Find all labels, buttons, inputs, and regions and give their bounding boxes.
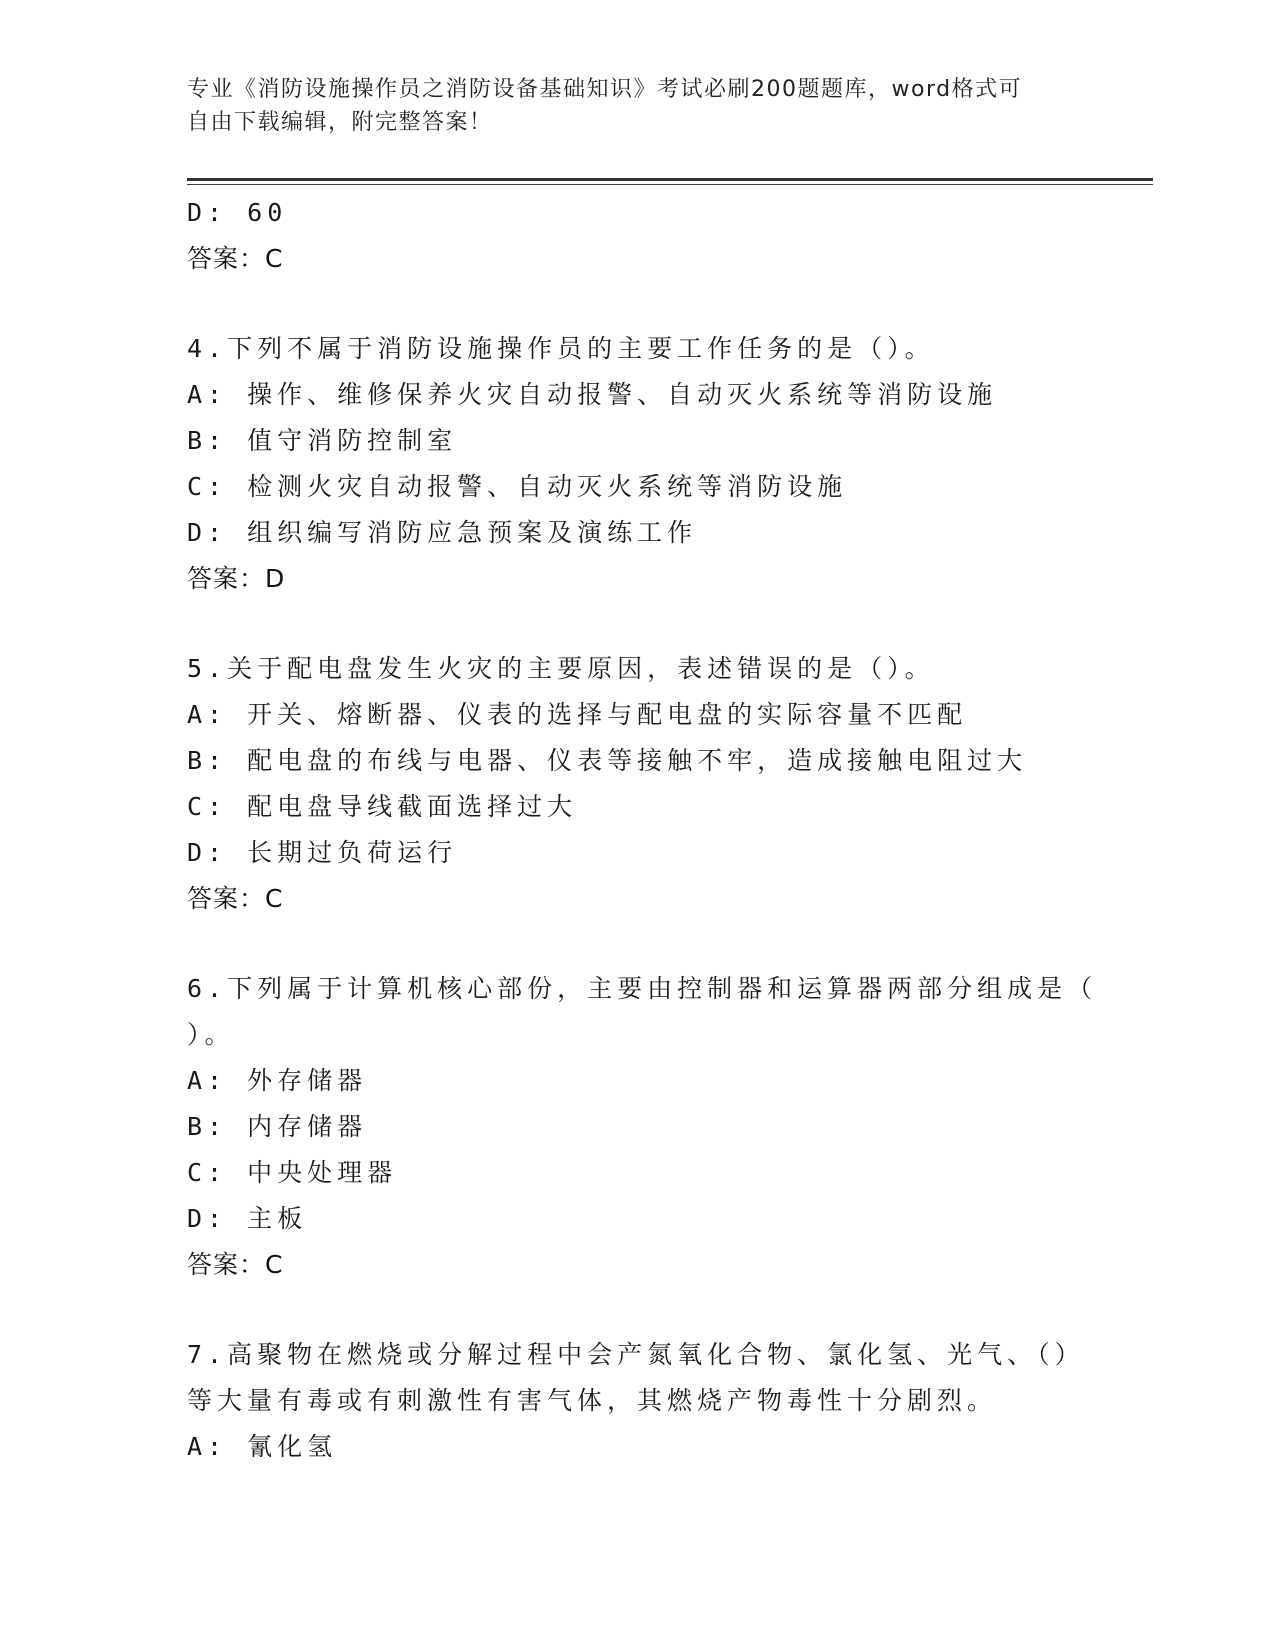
question-stem: 5.关于配电盘发生火灾的主要原因，表述错误的是（）。 <box>187 654 935 683</box>
option-b: B: 配电盘的布线与电器、仪表等接触不牢，造成接触电阻过大 <box>187 746 1028 775</box>
question-stem-line-1: 6.下列属于计算机核心部份，主要由控制器和运算器两部分组成是（ <box>187 974 1098 1003</box>
question-7 <box>187 1332 1087 1470</box>
answer-line: 答案：C <box>187 244 284 273</box>
question-6 <box>187 966 1098 1288</box>
option-b: B: 内存储器 <box>187 1112 368 1141</box>
option-d: D: 组织编写消防应急预案及演练工作 <box>187 518 698 547</box>
header-title-line-1: 专业《消防设施操作员之消防设备基础知识》考试必刷200题题库，word格式可 <box>187 77 1023 102</box>
header-divider-thick <box>187 178 1153 181</box>
option-a: A: 操作、维修保养火灾自动报警、自动灭火系统等消防设施 <box>187 380 998 409</box>
option-c: C: 配电盘导线截面选择过大 <box>187 792 578 821</box>
option-c: C: 检测火灾自动报警、自动灭火系统等消防设施 <box>187 472 848 501</box>
previous-question-tail <box>187 190 1087 282</box>
question-stem-line-1: 7.高聚物在燃烧或分解过程中会产氮氧化合物、氯化氢、光气、（） <box>187 1340 1085 1369</box>
option-c: C: 中央处理器 <box>187 1158 398 1187</box>
header-divider-thin <box>187 184 1153 185</box>
header-title-line-2: 自由下载编辑，附完整答案！ <box>187 110 493 135</box>
answer-line: 答案：C <box>187 884 284 913</box>
question-4 <box>187 326 1087 602</box>
answer-line: 答案：D <box>187 564 286 593</box>
option-d: D: 长期过负荷运行 <box>187 838 458 867</box>
option-a: A: 氰化氢 <box>187 1432 338 1461</box>
question-stem-line-2: ）。 <box>187 1020 235 1049</box>
option-a: A: 开关、熔断器、仪表的选择与配电盘的实际容量不匹配 <box>187 700 968 729</box>
option-d: D: 主板 <box>187 1204 308 1233</box>
option-d: D: 60 <box>187 198 288 227</box>
question-stem: 4.下列不属于消防设施操作员的主要工作任务的是（）。 <box>187 334 935 363</box>
question-list <box>187 190 1098 1470</box>
document-header <box>187 73 1067 139</box>
question-5 <box>187 646 1087 922</box>
option-a: A: 外存储器 <box>187 1066 368 1095</box>
question-stem-line-2: 等大量有毒或有刺激性有害气体，其燃烧产物毒性十分剧烈。 <box>187 1386 998 1415</box>
answer-line: 答案：C <box>187 1250 284 1279</box>
option-b: B: 值守消防控制室 <box>187 426 458 455</box>
